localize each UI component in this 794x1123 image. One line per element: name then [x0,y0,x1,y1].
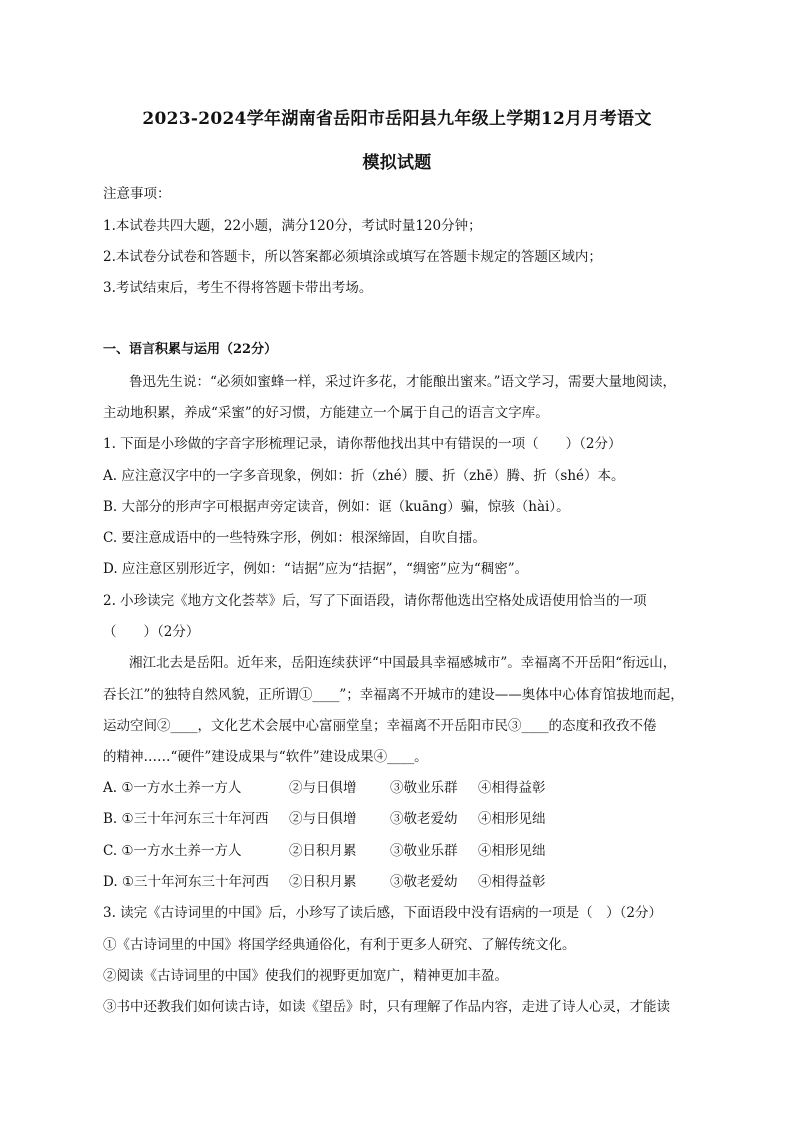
q2-option-d-blank1: D. ①三十年河东三十年河西 [103,874,270,890]
document-title-line1: 2023-2024学年湖南省岳阳市岳阳县九年级上学期12月月考语文 [142,109,652,129]
q2-option-a-blank1: A. ①一方水土养一方人 [103,780,242,796]
q3-stem: 3. 读完《古诗词里的中国》后，小珍写了读后感，下面语段中没有语病的一项是（ ）（2分） [103,905,663,921]
intro-line-1: 鲁迅先生说：“必须如蜜蜂一样，采过许多花，才能酿出蜜来。”语文学习，需要大量地阅读， [129,374,677,390]
q2-option-c [103,841,703,861]
q2-option-b-blank2: ②与日俱增 [289,811,357,827]
q3-item-2: ②阅读《古诗词里的中国》使我们的视野更加宽广，精神更加丰盈。 [103,968,508,984]
q2-option-b-blank1: B. ①三十年河东三十年河西 [103,811,269,827]
q2-option-b-blank3: ③敬老爱幼 [390,811,458,827]
document-title-line2: 模拟试题 [362,153,432,173]
q2-option-a-blank4: ④相得益彰 [478,780,546,796]
q2-option-d-blank4: ④相得益彰 [478,874,546,890]
q2-option-a-blank3: ③敬业乐群 [390,780,458,796]
q2-option-c-blank4: ④相形见绌 [478,843,546,859]
q2-option-c-blank1: C. ①一方水土养一方人 [103,843,242,859]
notice-item-2: 2.本试卷分试卷和答题卡，所以答案都必须填涂或填写在答题卡规定的答题区域内； [103,249,602,265]
q2-passage-line-1: 湘江北去是岳阳。近年来，岳阳连续获评“中国最具幸福感城市”。幸福离不开岳阳“衔远山， [129,655,677,671]
q2-passage-line-3: 运动空间②____，文化艺术会展中心富丽堂皇；幸福离不开岳阳市民③____的态度和孜孜不倦 [103,718,657,734]
q2-option-c-blank2: ②日积月累 [289,843,357,859]
q1-option-a: A. 应注意汉字中的一字多音现象，例如：折（zhé）腰、折（zhē）腾、折（shé）本。 [103,468,625,484]
q2-option-d-blank3: ③敬老爱幼 [390,874,458,890]
q2-option-d [103,872,703,892]
q2-passage-line-4: 的精神……“硬件”建设成果与“软件”建设成果④____。 [103,749,428,765]
q2-option-b [103,809,703,829]
intro-line-2: 主动地积累，养成“采蜜”的好习惯，方能建立一个属于自己的语言文字库。 [103,405,549,421]
q2-option-b-blank4: ④相形见绌 [478,811,546,827]
q1-option-b: B. 大部分的形声字可根据声旁定读音，例如：诓（kuāng）骗，惊骇（hài）。 [103,499,570,515]
section-heading: 一、语言积累与运用（22分） [103,342,278,357]
q2-option-a-blank2: ②与日俱增 [289,780,357,796]
q1-stem: 1. 下面是小珍做的字音字形梳理记录，请你帮他找出其中有错误的一项（ ）（2分） [103,436,622,452]
q2-passage-line-2: 吞长江”的独特自然风貌，正所谓①____”；幸福离不开城市的建设——奥体中心体育馆拔地而起， [103,687,684,703]
q1-option-c: C. 要注意成语中的一些特殊字形，例如：根深缔固，自吹自擂。 [103,530,486,546]
q2-stem-line-1: 2. 小珍读完《地方文化荟萃》后，写了下面语段，请你帮他选出空格处成语使用恰当的一项 [103,593,647,609]
q3-item-3: ③书中还教我们如何读古诗，如读《望岳》时，只有理解了作品内容，走进了诗人心灵，才能读 [103,999,670,1015]
q2-option-c-blank3: ③敬业乐群 [390,843,458,859]
q2-option-d-blank2: ②日积月累 [289,874,357,890]
notice-item-1: 1.本试卷共四大题，22小题，满分120分，考试时量120分钟； [103,218,482,234]
q3-item-1: ①《古诗词里的中国》将国学经典通俗化，有利于更多人研究、了解传统文化。 [103,937,576,953]
notice-heading: 注意事项： [103,186,171,202]
q1-option-d: D. 应注意区别形近字，例如：“诘据”应为“拮据”，“绸密”应为“稠密”。 [103,561,529,577]
q2-option-a [103,778,703,798]
q2-stem-line-2: （ ）（2分） [103,624,200,640]
notice-item-3: 3.考试结束后，考生不得将答题卡带出考场。 [103,280,373,296]
